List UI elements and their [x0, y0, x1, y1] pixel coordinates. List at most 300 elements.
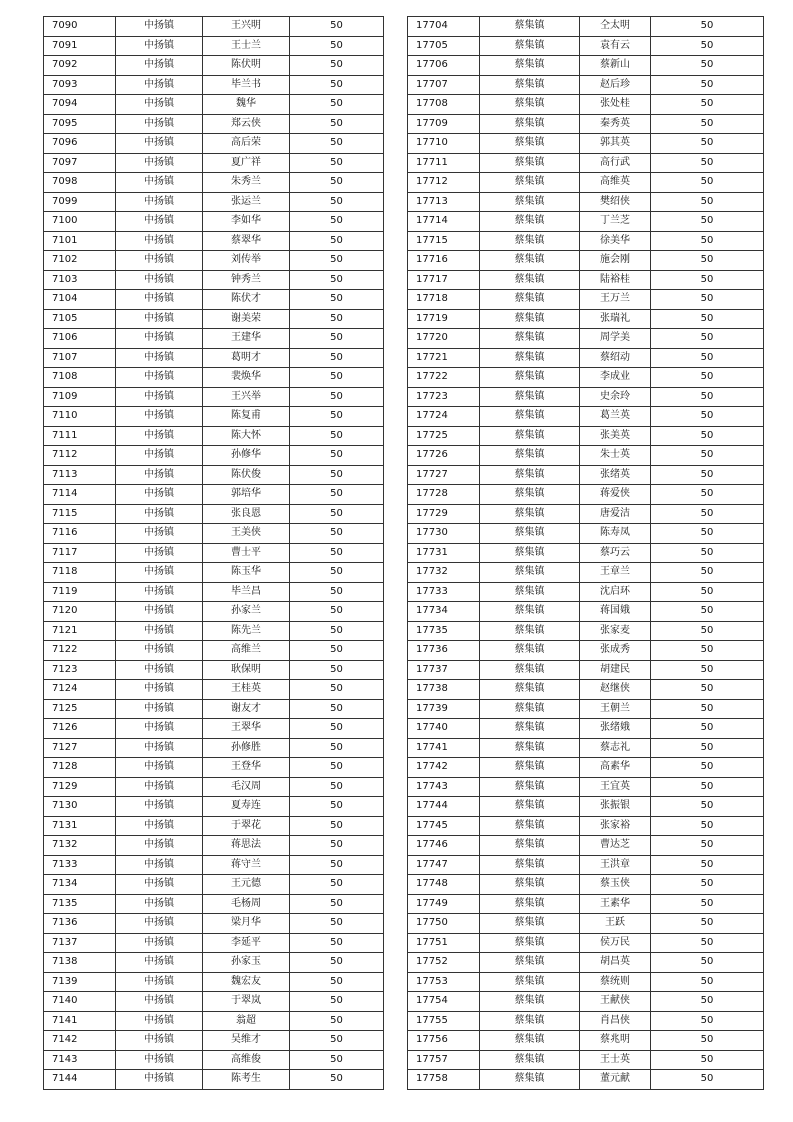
- amount-cell: 50: [290, 134, 384, 154]
- town-cell: 蔡集镇: [480, 914, 580, 934]
- table-row: [408, 485, 764, 505]
- amount-cell: 50: [290, 465, 384, 485]
- table-row: [44, 524, 384, 544]
- record-id-cell: 7107: [44, 348, 116, 368]
- amount-cell: 50: [651, 387, 764, 407]
- person-name-cell: 胡建民: [580, 660, 651, 680]
- person-name-cell: 陈寿凤: [580, 524, 651, 544]
- amount-cell: 50: [290, 309, 384, 329]
- town-cell: 中扬镇: [116, 719, 203, 739]
- town-cell: 中扬镇: [116, 621, 203, 641]
- town-cell: 蔡集镇: [480, 992, 580, 1012]
- amount-cell: 50: [651, 17, 764, 37]
- table-row: [44, 251, 384, 271]
- town-cell: 蔡集镇: [480, 192, 580, 212]
- record-id-cell: 17705: [408, 36, 480, 56]
- amount-cell: 50: [290, 602, 384, 622]
- table-row: [408, 348, 764, 368]
- record-id-cell: 17726: [408, 446, 480, 466]
- table-row: [44, 719, 384, 739]
- record-id-cell: 17745: [408, 816, 480, 836]
- town-cell: 中扬镇: [116, 836, 203, 856]
- town-cell: 蔡集镇: [480, 387, 580, 407]
- person-name-cell: 毛汉周: [203, 777, 290, 797]
- table-row: [408, 816, 764, 836]
- record-id-cell: 7109: [44, 387, 116, 407]
- table-row: [408, 543, 764, 563]
- amount-cell: 50: [651, 563, 764, 583]
- table-row: [44, 387, 384, 407]
- roster-table-right: [407, 16, 764, 1090]
- table-row: [408, 660, 764, 680]
- table-row: [44, 699, 384, 719]
- table-row: [408, 953, 764, 973]
- person-name-cell: 曹士平: [203, 543, 290, 563]
- person-name-cell: 葛明才: [203, 348, 290, 368]
- table-row: [408, 1070, 764, 1090]
- amount-cell: 50: [651, 543, 764, 563]
- table-row: [44, 426, 384, 446]
- amount-cell: 50: [651, 504, 764, 524]
- person-name-cell: 钟秀兰: [203, 270, 290, 290]
- person-name-cell: 徐美华: [580, 231, 651, 251]
- record-id-cell: 17754: [408, 992, 480, 1012]
- table-row: [408, 719, 764, 739]
- record-id-cell: 17707: [408, 75, 480, 95]
- record-id-cell: 17742: [408, 758, 480, 778]
- town-cell: 中扬镇: [116, 777, 203, 797]
- amount-cell: 50: [651, 212, 764, 232]
- amount-cell: 50: [290, 524, 384, 544]
- town-cell: 蔡集镇: [480, 368, 580, 388]
- town-cell: 中扬镇: [116, 192, 203, 212]
- record-id-cell: 17752: [408, 953, 480, 973]
- table-row: [44, 641, 384, 661]
- amount-cell: 50: [651, 719, 764, 739]
- amount-cell: 50: [290, 426, 384, 446]
- town-cell: 中扬镇: [116, 446, 203, 466]
- amount-cell: 50: [651, 933, 764, 953]
- amount-cell: 50: [651, 777, 764, 797]
- record-id-cell: 7091: [44, 36, 116, 56]
- person-name-cell: 王跃: [580, 914, 651, 934]
- amount-cell: 50: [290, 114, 384, 134]
- person-name-cell: 张家麦: [580, 621, 651, 641]
- town-cell: 中扬镇: [116, 173, 203, 193]
- town-cell: 蔡集镇: [480, 875, 580, 895]
- record-id-cell: 17708: [408, 95, 480, 115]
- person-name-cell: 蒋守兰: [203, 855, 290, 875]
- town-cell: 蔡集镇: [480, 75, 580, 95]
- amount-cell: 50: [290, 777, 384, 797]
- town-cell: 蔡集镇: [480, 621, 580, 641]
- amount-cell: 50: [651, 192, 764, 212]
- table-row: [408, 465, 764, 485]
- person-name-cell: 王士英: [580, 1050, 651, 1070]
- record-id-cell: 17732: [408, 563, 480, 583]
- table-row: [408, 446, 764, 466]
- town-cell: 蔡集镇: [480, 699, 580, 719]
- amount-cell: 50: [651, 114, 764, 134]
- roster-table-left: [43, 16, 384, 1090]
- table-row: [408, 231, 764, 251]
- amount-cell: 50: [290, 933, 384, 953]
- person-name-cell: 陈先兰: [203, 621, 290, 641]
- town-cell: 中扬镇: [116, 426, 203, 446]
- person-name-cell: 于翠花: [203, 816, 290, 836]
- amount-cell: 50: [651, 231, 764, 251]
- person-name-cell: 史余玲: [580, 387, 651, 407]
- person-name-cell: 张良恩: [203, 504, 290, 524]
- person-name-cell: 李成业: [580, 368, 651, 388]
- record-id-cell: 7101: [44, 231, 116, 251]
- record-id-cell: 7127: [44, 738, 116, 758]
- person-name-cell: 于翠岚: [203, 992, 290, 1012]
- town-cell: 蔡集镇: [480, 602, 580, 622]
- record-id-cell: 7099: [44, 192, 116, 212]
- table-row: [44, 348, 384, 368]
- table-row: [44, 563, 384, 583]
- table-row: [44, 758, 384, 778]
- person-name-cell: 王翠华: [203, 719, 290, 739]
- amount-cell: 50: [290, 660, 384, 680]
- record-id-cell: 7114: [44, 485, 116, 505]
- table-row: [408, 972, 764, 992]
- amount-cell: 50: [290, 407, 384, 427]
- amount-cell: 50: [651, 680, 764, 700]
- person-name-cell: 刘传举: [203, 251, 290, 271]
- person-name-cell: 张运兰: [203, 192, 290, 212]
- amount-cell: 50: [290, 153, 384, 173]
- amount-cell: 50: [651, 738, 764, 758]
- table-row: [408, 173, 764, 193]
- person-name-cell: 陈伏俊: [203, 465, 290, 485]
- record-id-cell: 17729: [408, 504, 480, 524]
- person-name-cell: 蔡统则: [580, 972, 651, 992]
- person-name-cell: 陈大怀: [203, 426, 290, 446]
- person-name-cell: 葛兰英: [580, 407, 651, 427]
- person-name-cell: 李如华: [203, 212, 290, 232]
- town-cell: 蔡集镇: [480, 485, 580, 505]
- table-row: [44, 465, 384, 485]
- roster-body-right: [408, 17, 764, 1090]
- person-name-cell: 张瑞礼: [580, 309, 651, 329]
- amount-cell: 50: [651, 816, 764, 836]
- town-cell: 中扬镇: [116, 36, 203, 56]
- record-id-cell: 7103: [44, 270, 116, 290]
- town-cell: 中扬镇: [116, 680, 203, 700]
- record-id-cell: 7142: [44, 1031, 116, 1051]
- table-row: [408, 329, 764, 349]
- amount-cell: 50: [290, 836, 384, 856]
- town-cell: 中扬镇: [116, 153, 203, 173]
- record-id-cell: 17750: [408, 914, 480, 934]
- record-id-cell: 7137: [44, 933, 116, 953]
- amount-cell: 50: [290, 36, 384, 56]
- record-id-cell: 7133: [44, 855, 116, 875]
- record-id-cell: 7140: [44, 992, 116, 1012]
- record-id-cell: 17712: [408, 173, 480, 193]
- table-row: [408, 855, 764, 875]
- person-name-cell: 赵继侠: [580, 680, 651, 700]
- record-id-cell: 17721: [408, 348, 480, 368]
- record-id-cell: 7104: [44, 290, 116, 310]
- town-cell: 中扬镇: [116, 699, 203, 719]
- amount-cell: 50: [651, 914, 764, 934]
- table-row: [408, 426, 764, 446]
- town-cell: 蔡集镇: [480, 153, 580, 173]
- record-id-cell: 7134: [44, 875, 116, 895]
- table-row: [44, 173, 384, 193]
- table-row: [408, 797, 764, 817]
- table-row: [408, 621, 764, 641]
- record-id-cell: 7132: [44, 836, 116, 856]
- amount-cell: 50: [290, 504, 384, 524]
- table-row: [408, 894, 764, 914]
- record-id-cell: 17757: [408, 1050, 480, 1070]
- table-row: [408, 75, 764, 95]
- town-cell: 中扬镇: [116, 972, 203, 992]
- town-cell: 蔡集镇: [480, 836, 580, 856]
- town-cell: 蔡集镇: [480, 777, 580, 797]
- person-name-cell: 夏广祥: [203, 153, 290, 173]
- town-cell: 中扬镇: [116, 309, 203, 329]
- amount-cell: 50: [290, 192, 384, 212]
- amount-cell: 50: [290, 1031, 384, 1051]
- amount-cell: 50: [651, 348, 764, 368]
- record-id-cell: 17731: [408, 543, 480, 563]
- record-id-cell: 17758: [408, 1070, 480, 1090]
- person-name-cell: 裴焕华: [203, 368, 290, 388]
- town-cell: 蔡集镇: [480, 543, 580, 563]
- amount-cell: 50: [651, 1031, 764, 1051]
- amount-cell: 50: [290, 914, 384, 934]
- record-id-cell: 7138: [44, 953, 116, 973]
- record-id-cell: 7144: [44, 1070, 116, 1090]
- person-name-cell: 袁有云: [580, 36, 651, 56]
- amount-cell: 50: [290, 680, 384, 700]
- table-row: [44, 329, 384, 349]
- amount-cell: 50: [651, 446, 764, 466]
- record-id-cell: 17746: [408, 836, 480, 856]
- person-name-cell: 秦秀英: [580, 114, 651, 134]
- town-cell: 中扬镇: [116, 504, 203, 524]
- table-row: [44, 1070, 384, 1090]
- person-name-cell: 魏宏友: [203, 972, 290, 992]
- record-id-cell: 7123: [44, 660, 116, 680]
- table-row: [44, 56, 384, 76]
- person-name-cell: 夏寿连: [203, 797, 290, 817]
- table-row: [44, 309, 384, 329]
- table-row: [44, 855, 384, 875]
- record-id-cell: 17738: [408, 680, 480, 700]
- record-id-cell: 17722: [408, 368, 480, 388]
- person-name-cell: 高后荣: [203, 134, 290, 154]
- record-id-cell: 17743: [408, 777, 480, 797]
- town-cell: 蔡集镇: [480, 36, 580, 56]
- amount-cell: 50: [290, 329, 384, 349]
- table-row: [44, 231, 384, 251]
- person-name-cell: 王素华: [580, 894, 651, 914]
- person-name-cell: 高维英: [580, 173, 651, 193]
- amount-cell: 50: [290, 641, 384, 661]
- person-name-cell: 王桂英: [203, 680, 290, 700]
- person-name-cell: 高素华: [580, 758, 651, 778]
- table-row: [408, 738, 764, 758]
- record-id-cell: 7126: [44, 719, 116, 739]
- table-row: [44, 17, 384, 37]
- town-cell: 蔡集镇: [480, 1031, 580, 1051]
- table-row: [44, 75, 384, 95]
- table-row: [44, 368, 384, 388]
- person-name-cell: 毛杨周: [203, 894, 290, 914]
- person-name-cell: 王登华: [203, 758, 290, 778]
- table-row: [44, 992, 384, 1012]
- table-row: [44, 797, 384, 817]
- town-cell: 蔡集镇: [480, 563, 580, 583]
- record-id-cell: 17714: [408, 212, 480, 232]
- town-cell: 蔡集镇: [480, 972, 580, 992]
- table-row: [408, 992, 764, 1012]
- amount-cell: 50: [290, 348, 384, 368]
- table-row: [44, 446, 384, 466]
- table-row: [408, 387, 764, 407]
- table-row: [408, 95, 764, 115]
- amount-cell: 50: [290, 953, 384, 973]
- person-name-cell: 丁兰芝: [580, 212, 651, 232]
- person-name-cell: 王元德: [203, 875, 290, 895]
- table-row: [408, 836, 764, 856]
- table-row: [44, 953, 384, 973]
- town-cell: 中扬镇: [116, 290, 203, 310]
- table-row: [44, 738, 384, 758]
- record-id-cell: 7135: [44, 894, 116, 914]
- table-row: [44, 875, 384, 895]
- person-name-cell: 肖昌侠: [580, 1011, 651, 1031]
- record-id-cell: 7128: [44, 758, 116, 778]
- table-row: [44, 504, 384, 524]
- town-cell: 中扬镇: [116, 348, 203, 368]
- table-row: [408, 212, 764, 232]
- amount-cell: 50: [290, 699, 384, 719]
- record-id-cell: 7143: [44, 1050, 116, 1070]
- table-row: [408, 17, 764, 37]
- town-cell: 中扬镇: [116, 407, 203, 427]
- record-id-cell: 17706: [408, 56, 480, 76]
- table-row: [408, 680, 764, 700]
- town-cell: 中扬镇: [116, 660, 203, 680]
- table-row: [408, 933, 764, 953]
- person-name-cell: 张家裕: [580, 816, 651, 836]
- amount-cell: 50: [651, 426, 764, 446]
- amount-cell: 50: [651, 875, 764, 895]
- amount-cell: 50: [290, 270, 384, 290]
- record-id-cell: 17719: [408, 309, 480, 329]
- table-row: [44, 485, 384, 505]
- table-row: [44, 1050, 384, 1070]
- town-cell: 中扬镇: [116, 582, 203, 602]
- record-id-cell: 17747: [408, 855, 480, 875]
- amount-cell: 50: [290, 446, 384, 466]
- table-row: [408, 699, 764, 719]
- record-id-cell: 7129: [44, 777, 116, 797]
- town-cell: 蔡集镇: [480, 1070, 580, 1090]
- record-id-cell: 17720: [408, 329, 480, 349]
- person-name-cell: 孙修华: [203, 446, 290, 466]
- amount-cell: 50: [290, 719, 384, 739]
- table-row: [408, 602, 764, 622]
- table-row: [44, 290, 384, 310]
- town-cell: 蔡集镇: [480, 953, 580, 973]
- record-id-cell: 17744: [408, 797, 480, 817]
- town-cell: 中扬镇: [116, 855, 203, 875]
- amount-cell: 50: [651, 270, 764, 290]
- person-name-cell: 蒋国娥: [580, 602, 651, 622]
- roster-body-left: [44, 17, 384, 1090]
- person-name-cell: 郭其英: [580, 134, 651, 154]
- record-id-cell: 7120: [44, 602, 116, 622]
- record-id-cell: 7131: [44, 816, 116, 836]
- table-row: [44, 836, 384, 856]
- person-name-cell: 王献侠: [580, 992, 651, 1012]
- amount-cell: 50: [290, 875, 384, 895]
- person-name-cell: 董元献: [580, 1070, 651, 1090]
- table-row: [408, 114, 764, 134]
- record-id-cell: 17723: [408, 387, 480, 407]
- record-id-cell: 7108: [44, 368, 116, 388]
- town-cell: 中扬镇: [116, 231, 203, 251]
- record-id-cell: 17717: [408, 270, 480, 290]
- amount-cell: 50: [290, 582, 384, 602]
- town-cell: 中扬镇: [116, 270, 203, 290]
- town-cell: 蔡集镇: [480, 855, 580, 875]
- record-id-cell: 7094: [44, 95, 116, 115]
- amount-cell: 50: [651, 699, 764, 719]
- town-cell: 中扬镇: [116, 387, 203, 407]
- record-id-cell: 17725: [408, 426, 480, 446]
- record-id-cell: 17741: [408, 738, 480, 758]
- record-id-cell: 17704: [408, 17, 480, 37]
- table-row: [408, 36, 764, 56]
- person-name-cell: 张绪娥: [580, 719, 651, 739]
- person-name-cell: 孙家兰: [203, 602, 290, 622]
- table-row: [44, 660, 384, 680]
- town-cell: 中扬镇: [116, 524, 203, 544]
- record-id-cell: 7100: [44, 212, 116, 232]
- amount-cell: 50: [290, 75, 384, 95]
- amount-cell: 50: [651, 992, 764, 1012]
- person-name-cell: 高维俊: [203, 1050, 290, 1070]
- record-id-cell: 17740: [408, 719, 480, 739]
- table-row: [408, 914, 764, 934]
- record-id-cell: 7112: [44, 446, 116, 466]
- person-name-cell: 魏华: [203, 95, 290, 115]
- record-id-cell: 7098: [44, 173, 116, 193]
- person-name-cell: 陈伏明: [203, 56, 290, 76]
- amount-cell: 50: [290, 485, 384, 505]
- person-name-cell: 王万兰: [580, 290, 651, 310]
- table-row: [408, 270, 764, 290]
- person-name-cell: 王朝兰: [580, 699, 651, 719]
- record-id-cell: 7125: [44, 699, 116, 719]
- amount-cell: 50: [290, 894, 384, 914]
- table-row: [408, 192, 764, 212]
- record-id-cell: 7110: [44, 407, 116, 427]
- town-cell: 蔡集镇: [480, 582, 580, 602]
- person-name-cell: 张处桂: [580, 95, 651, 115]
- amount-cell: 50: [651, 134, 764, 154]
- town-cell: 中扬镇: [116, 992, 203, 1012]
